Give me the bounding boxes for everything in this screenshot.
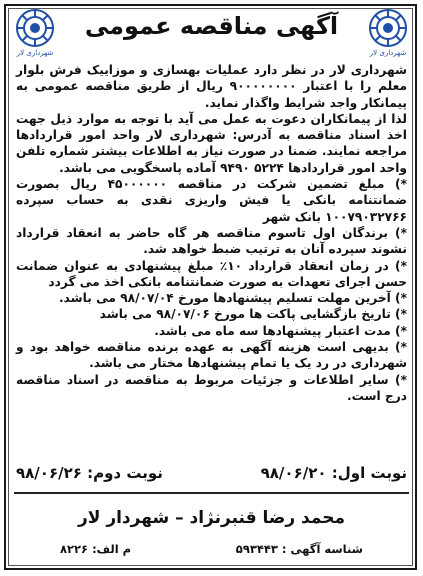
bullet-performance-bond: *) در زمان انعقاد قرارداد ۱۰٪ مبلغ پیشنهادی به عنوان ضمانت حسن اجرای تعهدات به صورت ضمانتنامه بانکی اخذ می گردد bbox=[16, 258, 407, 289]
intro-paragraph: شهرداری لار در نظر دارد عملیات بهسازی و موزاییک فرش بلوار معلم را با اعتبار ۹۰۰۰۰۰۰۰۰ ریال از طریق مناقصه عمومی به پیمانکار واجد شرایط واگذار نماید. bbox=[16, 63, 407, 110]
logo-caption-left: شهرداری لار bbox=[16, 49, 54, 57]
bullet-ad-cost: *) بدیهی است هزینه آگهی به عهده برنده مناقصه خواهد بود و شهرداری در رد یک یا تمام پیشنهادها مختار می باشد. bbox=[16, 340, 407, 371]
publication-dates bbox=[16, 464, 407, 482]
bullet-deadline: *) آخرین مهلت تسلیم پیشنهادها مورخ ۹۸/۰۷/۰۴ می باشد. bbox=[59, 291, 407, 306]
ad-title: آگهی مناقصه عمومی bbox=[84, 12, 339, 40]
signature-line: محمد رضا قنبرنژاد – شهردار لار bbox=[77, 508, 346, 528]
bullet-more-info: *) سایر اطلاعات و جزئیات مربوط به مناقصه در اسناد مناقصه درج است. bbox=[16, 372, 407, 403]
divider bbox=[14, 492, 409, 494]
bullet-opening-date: *) تاریخ بازگشایی پاکت ها مورخ ۹۸/۰۷/۰۶ می باشد bbox=[99, 307, 407, 322]
municipality-logo-left bbox=[10, 8, 60, 62]
ad-body bbox=[16, 62, 407, 404]
m-alef-number: م الف: ۸۲۲۶ bbox=[60, 542, 132, 556]
invitation-paragraph: لذا از پیمانکاران دعوت به عمل می آید با توجه به موارد ذیل جهت اخذ اسناد مناقصه به آدرس: شهرداری لار واحد امور قراردادها مراجعه نمایند. ضمنا در صورت نیاز به اطلاعات بیشتر شماره تلفن واحد امور قراردادها ۵۲۲۴ ۹۴۹۰ آماده پاسخگویی می باشد. bbox=[16, 111, 407, 175]
municipality-emblem-icon bbox=[15, 8, 55, 48]
footer-ids bbox=[60, 542, 363, 556]
logo-caption-right: شهرداری لار bbox=[369, 49, 407, 57]
bullet-validity: *) مدت اعتبار پیشنهادها سه ماه می باشد. bbox=[154, 323, 407, 338]
municipality-emblem-icon bbox=[368, 8, 408, 48]
ad-id: شناسه آگهی : ۵۹۳۴۴۳ bbox=[235, 542, 363, 556]
second-publication: نوبت دوم: ۹۸/۰۶/۲۶ bbox=[16, 464, 163, 482]
bullet-winners: *) برندگان اول تاسوم مناقصه هر گاه حاضر به انعقاد قرارداد نشوند سپرده آنان به ترتیب ضبط خواهد شد. bbox=[16, 225, 407, 257]
municipality-logo-right bbox=[363, 8, 413, 62]
first-publication: نوبت اول: ۹۸/۰۶/۲۰ bbox=[260, 464, 407, 482]
bullet-guarantee: *) مبلغ تضمین شرکت در مناقصه ۴۵۰۰۰۰۰۰ ریال بصورت ضمانتنامه بانکی یا فیش واریزی نقدی به حساب سپرده ۱۰۰۷۹۰۳۲۷۶۶ بانک شهر bbox=[16, 177, 407, 224]
